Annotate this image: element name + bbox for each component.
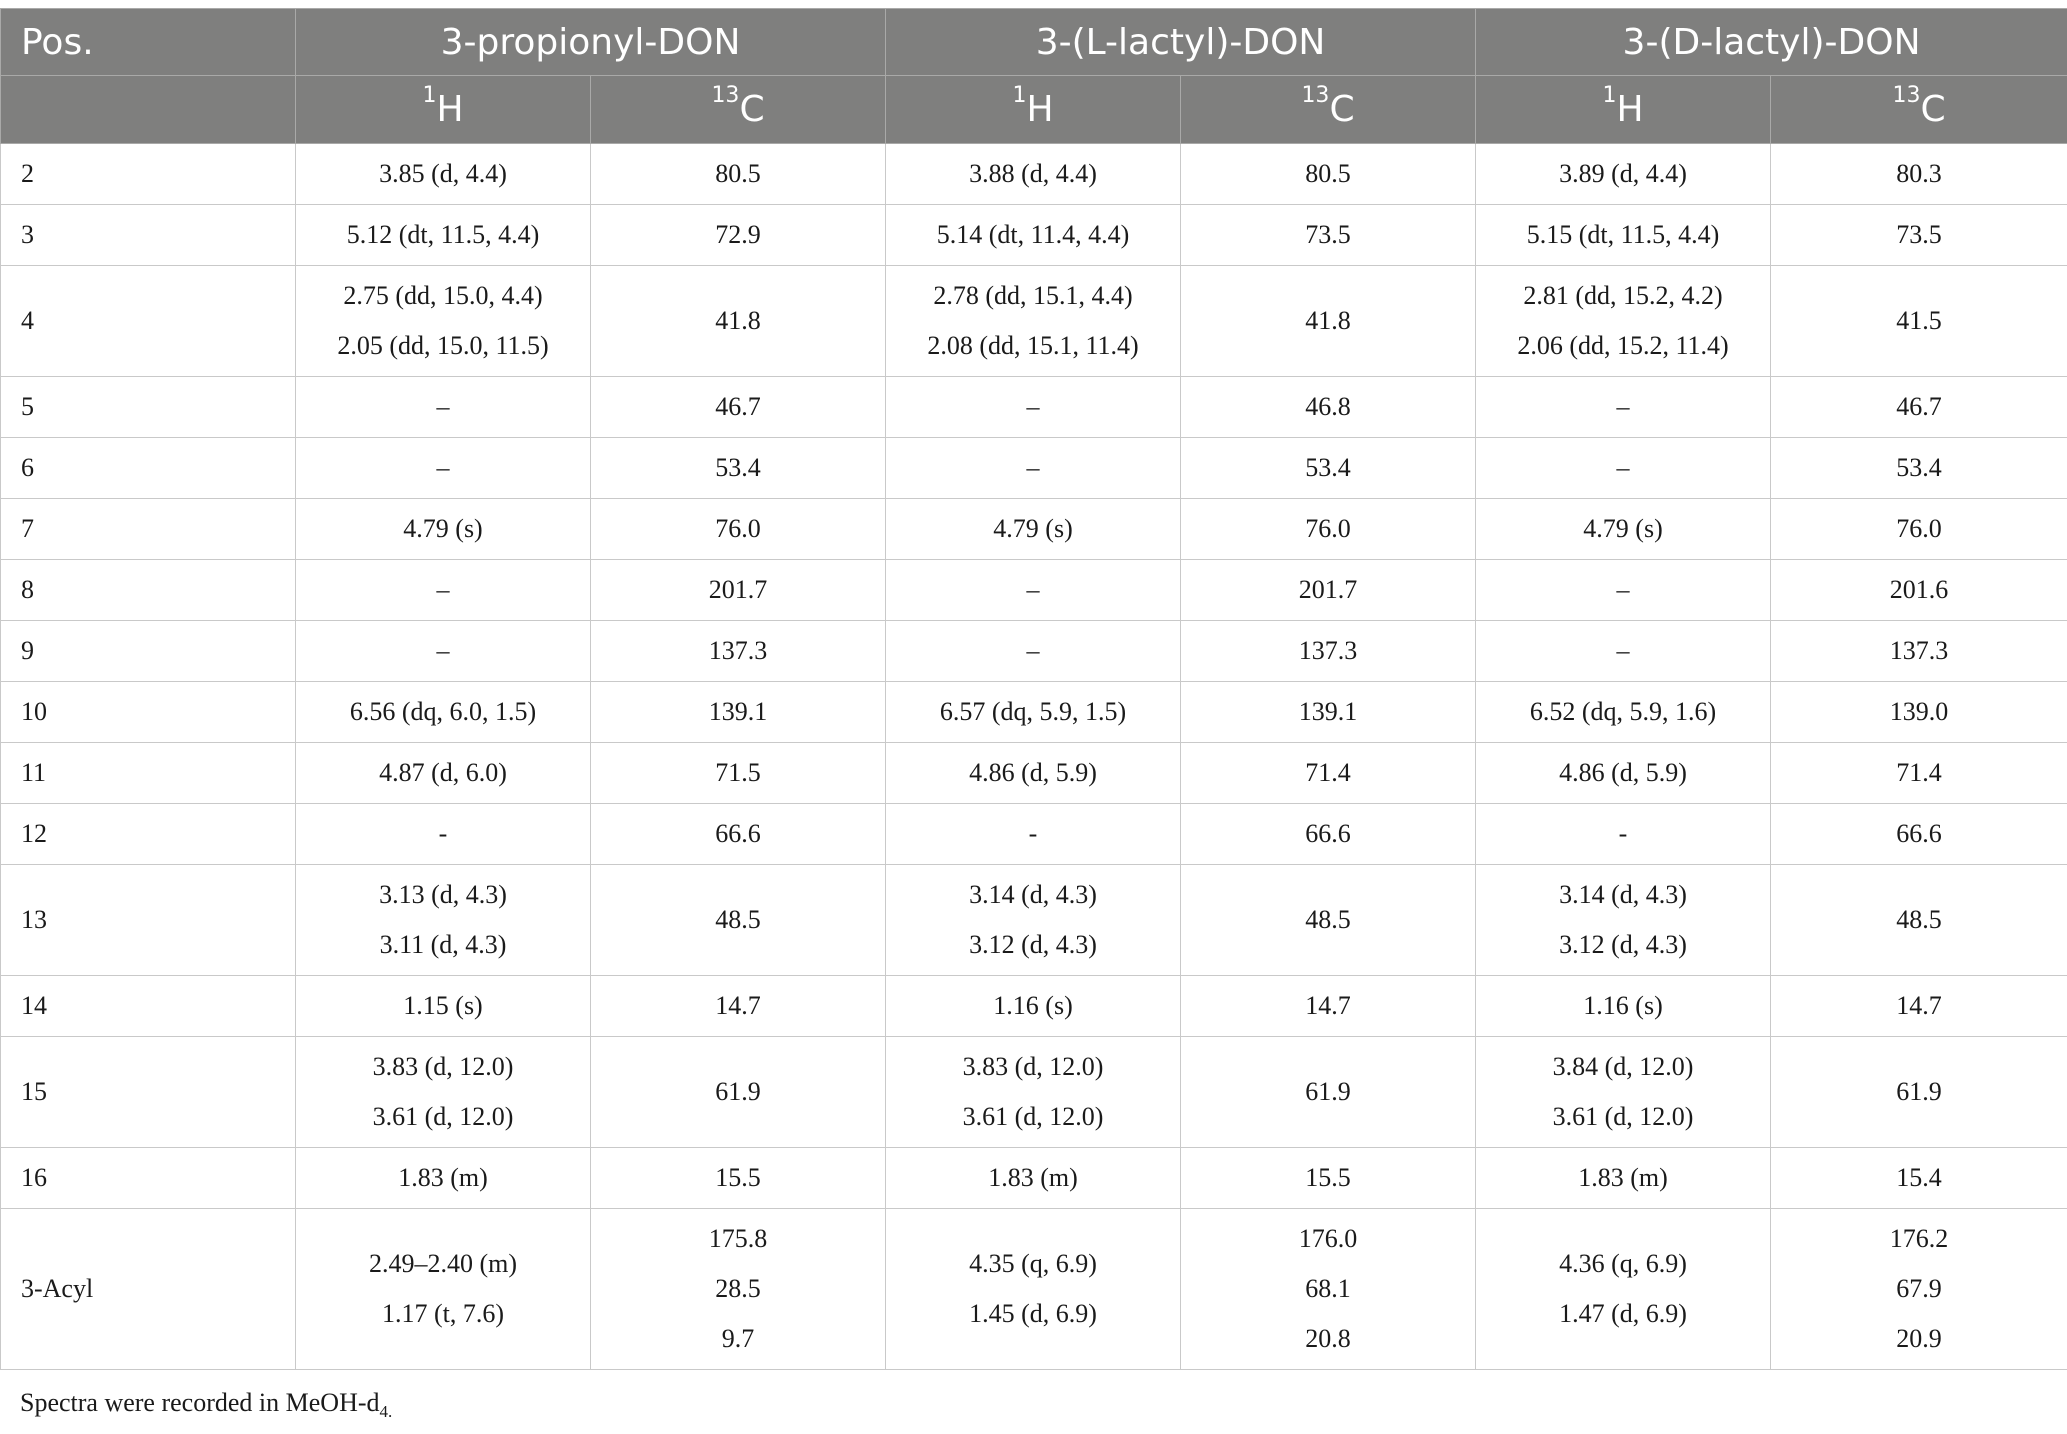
nucleus-mass-number: 13 [1892, 83, 1921, 108]
table-row [1, 743, 2067, 804]
cell-value: – [1026, 392, 1040, 421]
cell-value: 5.14 (dt, 11.4, 4.4) [936, 220, 1130, 249]
header-compound-propionyl: 3-propionyl-DON [296, 9, 886, 76]
cell-13c-shift-2 [1181, 621, 1476, 682]
cell-value: 1.15 (s) [403, 991, 483, 1020]
header-1h-3 [1476, 76, 1771, 144]
cell-13c-shift-1 [591, 682, 886, 743]
table-row [1, 205, 2067, 266]
cell-value: 1.47 (d, 6.9) [1559, 1299, 1687, 1328]
cell-value: 76.0 [1305, 514, 1351, 543]
cell-position: 15 [1, 1037, 296, 1148]
cell-value: – [1026, 636, 1040, 665]
cell-value: 80.3 [1896, 159, 1942, 188]
cell-value: 66.6 [1305, 819, 1351, 848]
cell-1h-shift-1 [296, 1148, 591, 1209]
cell-value: 139.1 [708, 697, 768, 726]
cell-value: 48.5 [715, 905, 761, 934]
cell-1h-shift-3 [1476, 438, 1771, 499]
cell-value: 2.06 (dd, 15.2, 11.4) [1517, 331, 1729, 360]
cell-value: 68.1 [1305, 1274, 1351, 1303]
cell-1h-shift-1 [296, 144, 591, 205]
cell-position: 3-Acyl [1, 1209, 296, 1370]
cell-value: 53.4 [1896, 453, 1942, 482]
cell-13c-shift-1 [591, 621, 886, 682]
cell-value: 3.61 (d, 12.0) [372, 1102, 514, 1131]
table-row [1, 865, 2067, 976]
cell-13c-shift-3 [1771, 976, 2067, 1037]
cell-13c-shift-1 [591, 1209, 886, 1370]
cell-value: 2.78 (dd, 15.1, 4.4) [933, 281, 1133, 310]
nmr-data-table [0, 8, 2067, 1370]
cell-value: 14.7 [1305, 991, 1351, 1020]
cell-value: 3.89 (d, 4.4) [1559, 159, 1687, 188]
nucleus-symbol: H [1026, 89, 1054, 130]
table-row [1, 976, 2067, 1037]
nucleus-mass-number: 13 [1301, 83, 1330, 108]
cell-1h-shift-1 [296, 621, 591, 682]
cell-13c-shift-2 [1181, 144, 1476, 205]
cell-13c-shift-2 [1181, 865, 1476, 976]
cell-13c-shift-3 [1771, 621, 2067, 682]
cell-value: 201.7 [708, 575, 768, 604]
cell-13c-shift-2 [1181, 1209, 1476, 1370]
cell-1h-shift-3 [1476, 804, 1771, 865]
cell-value: 1.83 (m) [1578, 1163, 1668, 1192]
cell-value: 28.5 [715, 1274, 761, 1303]
cell-value: 71.4 [1896, 758, 1942, 787]
cell-13c-shift-1 [591, 743, 886, 804]
cell-1h-shift-2 [886, 377, 1181, 438]
cell-1h-shift-3 [1476, 1209, 1771, 1370]
cell-value: 72.9 [715, 220, 761, 249]
cell-1h-shift-3 [1476, 1148, 1771, 1209]
cell-1h-shift-1 [296, 1209, 591, 1370]
cell-value: 66.6 [715, 819, 761, 848]
cell-value: 5.15 (dt, 11.5, 4.4) [1526, 220, 1720, 249]
cell-position: 14 [1, 976, 296, 1037]
cell-1h-shift-1 [296, 377, 591, 438]
cell-value: 2.08 (dd, 15.1, 11.4) [927, 331, 1139, 360]
cell-1h-shift-1 [296, 438, 591, 499]
cell-value: 2.49–2.40 (m) [368, 1249, 518, 1278]
cell-13c-shift-2 [1181, 266, 1476, 377]
cell-value: 46.7 [1896, 392, 1942, 421]
cell-value: 3.84 (d, 12.0) [1552, 1052, 1694, 1081]
header-1h-2 [886, 76, 1181, 144]
cell-value: 3.88 (d, 4.4) [969, 159, 1097, 188]
cell-position: 16 [1, 1148, 296, 1209]
cell-position: 10 [1, 682, 296, 743]
cell-13c-shift-2 [1181, 1148, 1476, 1209]
cell-value: 3.12 (d, 4.3) [969, 930, 1097, 959]
cell-13c-shift-1 [591, 266, 886, 377]
cell-value: 4.79 (s) [1583, 514, 1663, 543]
cell-1h-shift-3 [1476, 1037, 1771, 1148]
cell-value: 41.5 [1896, 306, 1942, 335]
cell-1h-shift-3 [1476, 377, 1771, 438]
cell-13c-shift-2 [1181, 438, 1476, 499]
cell-value: 201.7 [1298, 575, 1358, 604]
cell-1h-shift-1 [296, 804, 591, 865]
table-row [1, 438, 2067, 499]
footnote-text: Spectra were recorded in MeOH-d [20, 1388, 380, 1417]
cell-1h-shift-2 [886, 1209, 1181, 1370]
cell-13c-shift-1 [591, 377, 886, 438]
cell-1h-shift-1 [296, 976, 591, 1037]
cell-value: 9.7 [721, 1324, 755, 1353]
cell-value: 67.9 [1896, 1274, 1942, 1303]
cell-1h-shift-1 [296, 499, 591, 560]
cell-value: – [1026, 453, 1040, 482]
header-13c-1 [591, 76, 886, 144]
header-13c-3 [1771, 76, 2067, 144]
cell-1h-shift-2 [886, 621, 1181, 682]
table-body [1, 144, 2067, 1370]
cell-value: 3.85 (d, 4.4) [379, 159, 507, 188]
cell-position: 3 [1, 205, 296, 266]
cell-value: 15.5 [1305, 1163, 1351, 1192]
nucleus-symbol: C [739, 89, 765, 130]
header-compound-d-lactyl: 3-(D-lactyl)-DON [1476, 9, 2067, 76]
cell-13c-shift-3 [1771, 865, 2067, 976]
cell-value: – [1026, 575, 1040, 604]
table-row [1, 144, 2067, 205]
header-pos: Pos. [1, 9, 296, 76]
cell-value: 4.79 (s) [403, 514, 483, 543]
cell-value: 4.36 (q, 6.9) [1559, 1249, 1687, 1278]
cell-position: 2 [1, 144, 296, 205]
cell-value: 1.16 (s) [1583, 991, 1663, 1020]
cell-1h-shift-3 [1476, 560, 1771, 621]
cell-value: 3.14 (d, 4.3) [969, 880, 1097, 909]
cell-value: 53.4 [715, 453, 761, 482]
cell-value: 176.2 [1889, 1224, 1949, 1253]
cell-value: 53.4 [1305, 453, 1351, 482]
cell-1h-shift-2 [886, 144, 1181, 205]
cell-value: 80.5 [1305, 159, 1351, 188]
cell-13c-shift-1 [591, 499, 886, 560]
cell-value: 6.52 (dq, 5.9, 1.6) [1529, 697, 1717, 726]
cell-13c-shift-3 [1771, 205, 2067, 266]
cell-value: - [438, 819, 448, 848]
cell-1h-shift-2 [886, 1037, 1181, 1148]
cell-value: 73.5 [1896, 220, 1942, 249]
cell-1h-shift-2 [886, 499, 1181, 560]
cell-value: 76.0 [1896, 514, 1942, 543]
cell-value: 139.1 [1298, 697, 1358, 726]
cell-value: 2.75 (dd, 15.0, 4.4) [343, 281, 543, 310]
cell-value: 48.5 [1896, 905, 1942, 934]
cell-1h-shift-2 [886, 743, 1181, 804]
table-row [1, 621, 2067, 682]
cell-13c-shift-1 [591, 1148, 886, 1209]
nucleus-symbol: C [1920, 89, 1946, 130]
cell-1h-shift-3 [1476, 499, 1771, 560]
cell-1h-shift-2 [886, 1148, 1181, 1209]
cell-value: 46.7 [715, 392, 761, 421]
nucleus-symbol: H [436, 89, 464, 130]
cell-value: 61.9 [715, 1077, 761, 1106]
cell-value: 1.16 (s) [993, 991, 1073, 1020]
cell-value: 2.81 (dd, 15.2, 4.2) [1523, 281, 1723, 310]
cell-value: 71.4 [1305, 758, 1351, 787]
table-row [1, 1037, 2067, 1148]
cell-13c-shift-3 [1771, 144, 2067, 205]
cell-value: 1.17 (t, 7.6) [381, 1299, 505, 1328]
cell-value: 2.05 (dd, 15.0, 11.5) [337, 331, 549, 360]
cell-13c-shift-3 [1771, 804, 2067, 865]
nucleus-mass-number: 1 [1602, 83, 1617, 108]
cell-13c-shift-2 [1181, 743, 1476, 804]
cell-value: 80.5 [715, 159, 761, 188]
table-row [1, 377, 2067, 438]
cell-1h-shift-2 [886, 560, 1181, 621]
cell-13c-shift-3 [1771, 743, 2067, 804]
cell-value: – [1616, 575, 1630, 604]
cell-position: 8 [1, 560, 296, 621]
cell-value: 137.3 [708, 636, 768, 665]
cell-1h-shift-3 [1476, 266, 1771, 377]
cell-value: 4.79 (s) [993, 514, 1073, 543]
cell-13c-shift-2 [1181, 377, 1476, 438]
cell-value: 4.86 (d, 5.9) [969, 758, 1097, 787]
table-row [1, 804, 2067, 865]
cell-1h-shift-1 [296, 865, 591, 976]
cell-1h-shift-3 [1476, 205, 1771, 266]
cell-value: – [1616, 636, 1630, 665]
cell-1h-shift-2 [886, 976, 1181, 1037]
cell-value: 3.14 (d, 4.3) [1559, 880, 1687, 909]
cell-value: 4.86 (d, 5.9) [1559, 758, 1687, 787]
cell-value: 41.8 [715, 306, 761, 335]
cell-value: – [436, 636, 450, 665]
cell-value: 15.4 [1896, 1163, 1942, 1192]
cell-value: – [1616, 392, 1630, 421]
cell-13c-shift-1 [591, 438, 886, 499]
cell-position: 9 [1, 621, 296, 682]
cell-1h-shift-1 [296, 1037, 591, 1148]
header-compound-l-lactyl: 3-(L-lactyl)-DON [886, 9, 1476, 76]
table-row [1, 682, 2067, 743]
header-row-nuclei [1, 76, 2067, 144]
cell-1h-shift-3 [1476, 144, 1771, 205]
cell-1h-shift-2 [886, 804, 1181, 865]
cell-value: 76.0 [715, 514, 761, 543]
cell-value: 6.56 (dq, 6.0, 1.5) [349, 697, 537, 726]
cell-13c-shift-1 [591, 804, 886, 865]
cell-value: 139.0 [1889, 697, 1949, 726]
cell-value: 14.7 [1896, 991, 1942, 1020]
cell-13c-shift-3 [1771, 560, 2067, 621]
cell-position: 4 [1, 266, 296, 377]
cell-value: 4.35 (q, 6.9) [969, 1249, 1097, 1278]
cell-1h-shift-1 [296, 266, 591, 377]
cell-value: – [1616, 453, 1630, 482]
table-header [1, 9, 2067, 144]
cell-value: 14.7 [715, 991, 761, 1020]
cell-value: 6.57 (dq, 5.9, 1.5) [939, 697, 1127, 726]
cell-value: 176.0 [1298, 1224, 1358, 1253]
cell-13c-shift-1 [591, 1037, 886, 1148]
cell-13c-shift-2 [1181, 804, 1476, 865]
table-row [1, 560, 2067, 621]
cell-value: 1.83 (m) [398, 1163, 488, 1192]
cell-1h-shift-2 [886, 682, 1181, 743]
cell-value: 61.9 [1305, 1077, 1351, 1106]
cell-13c-shift-2 [1181, 1037, 1476, 1148]
cell-value: 3.83 (d, 12.0) [962, 1052, 1104, 1081]
cell-value: 1.83 (m) [988, 1163, 1078, 1192]
cell-1h-shift-2 [886, 266, 1181, 377]
cell-value: 48.5 [1305, 905, 1351, 934]
cell-value: 3.11 (d, 4.3) [379, 930, 507, 959]
cell-value: 15.5 [715, 1163, 761, 1192]
cell-position: 11 [1, 743, 296, 804]
cell-value: 175.8 [708, 1224, 768, 1253]
cell-13c-shift-3 [1771, 1209, 2067, 1370]
table-row [1, 1209, 2067, 1370]
cell-value: 5.12 (dt, 11.5, 4.4) [346, 220, 540, 249]
cell-value: 3.12 (d, 4.3) [1559, 930, 1687, 959]
nucleus-symbol: C [1329, 89, 1355, 130]
cell-value: 20.8 [1305, 1324, 1351, 1353]
cell-1h-shift-2 [886, 205, 1181, 266]
cell-value: 66.6 [1896, 819, 1942, 848]
nucleus-symbol: H [1616, 89, 1644, 130]
cell-1h-shift-3 [1476, 682, 1771, 743]
cell-13c-shift-2 [1181, 682, 1476, 743]
cell-1h-shift-1 [296, 205, 591, 266]
cell-position: 13 [1, 865, 296, 976]
cell-value: – [436, 575, 450, 604]
cell-1h-shift-1 [296, 743, 591, 804]
cell-1h-shift-3 [1476, 865, 1771, 976]
cell-13c-shift-3 [1771, 682, 2067, 743]
cell-13c-shift-3 [1771, 499, 2067, 560]
cell-13c-shift-2 [1181, 205, 1476, 266]
cell-13c-shift-3 [1771, 1148, 2067, 1209]
cell-1h-shift-2 [886, 438, 1181, 499]
footnote-subscript: 4. [379, 1402, 393, 1422]
table-row [1, 1148, 2067, 1209]
cell-value: 20.9 [1896, 1324, 1942, 1353]
cell-value: 61.9 [1896, 1077, 1942, 1106]
cell-value: – [436, 453, 450, 482]
cell-value: 46.8 [1305, 392, 1351, 421]
cell-13c-shift-2 [1181, 560, 1476, 621]
cell-1h-shift-3 [1476, 976, 1771, 1037]
cell-13c-shift-1 [591, 205, 886, 266]
header-row-compounds [1, 9, 2067, 76]
cell-position: 7 [1, 499, 296, 560]
nucleus-mass-number: 13 [711, 83, 740, 108]
header-blank [1, 76, 296, 144]
cell-value: 201.6 [1889, 575, 1949, 604]
cell-value: - [1618, 819, 1628, 848]
cell-value: 137.3 [1298, 636, 1358, 665]
cell-13c-shift-3 [1771, 266, 2067, 377]
cell-position: 5 [1, 377, 296, 438]
table-row [1, 266, 2067, 377]
cell-13c-shift-1 [591, 560, 886, 621]
header-1h-1 [296, 76, 591, 144]
cell-1h-shift-3 [1476, 743, 1771, 804]
cell-position: 6 [1, 438, 296, 499]
cell-value: - [1028, 819, 1038, 848]
cell-1h-shift-3 [1476, 621, 1771, 682]
cell-value: 3.61 (d, 12.0) [1552, 1102, 1694, 1131]
cell-13c-shift-2 [1181, 976, 1476, 1037]
cell-value: 3.13 (d, 4.3) [379, 880, 507, 909]
cell-value: 1.45 (d, 6.9) [969, 1299, 1097, 1328]
cell-value: 4.87 (d, 6.0) [379, 758, 507, 787]
cell-13c-shift-3 [1771, 438, 2067, 499]
cell-value: 3.83 (d, 12.0) [372, 1052, 514, 1081]
cell-value: 73.5 [1305, 220, 1351, 249]
cell-1h-shift-1 [296, 682, 591, 743]
cell-13c-shift-3 [1771, 377, 2067, 438]
table-row [1, 499, 2067, 560]
cell-value: 71.5 [715, 758, 761, 787]
cell-position: 12 [1, 804, 296, 865]
table-footnote [20, 1388, 392, 1422]
cell-1h-shift-1 [296, 560, 591, 621]
cell-13c-shift-3 [1771, 1037, 2067, 1148]
cell-13c-shift-1 [591, 144, 886, 205]
cell-value: 137.3 [1889, 636, 1949, 665]
nucleus-mass-number: 1 [1012, 83, 1027, 108]
nucleus-mass-number: 1 [422, 83, 437, 108]
cell-value: 41.8 [1305, 306, 1351, 335]
cell-1h-shift-2 [886, 865, 1181, 976]
cell-value: 3.61 (d, 12.0) [962, 1102, 1104, 1131]
cell-13c-shift-1 [591, 976, 886, 1037]
cell-13c-shift-2 [1181, 499, 1476, 560]
header-13c-2 [1181, 76, 1476, 144]
cell-value: – [436, 392, 450, 421]
cell-13c-shift-1 [591, 865, 886, 976]
